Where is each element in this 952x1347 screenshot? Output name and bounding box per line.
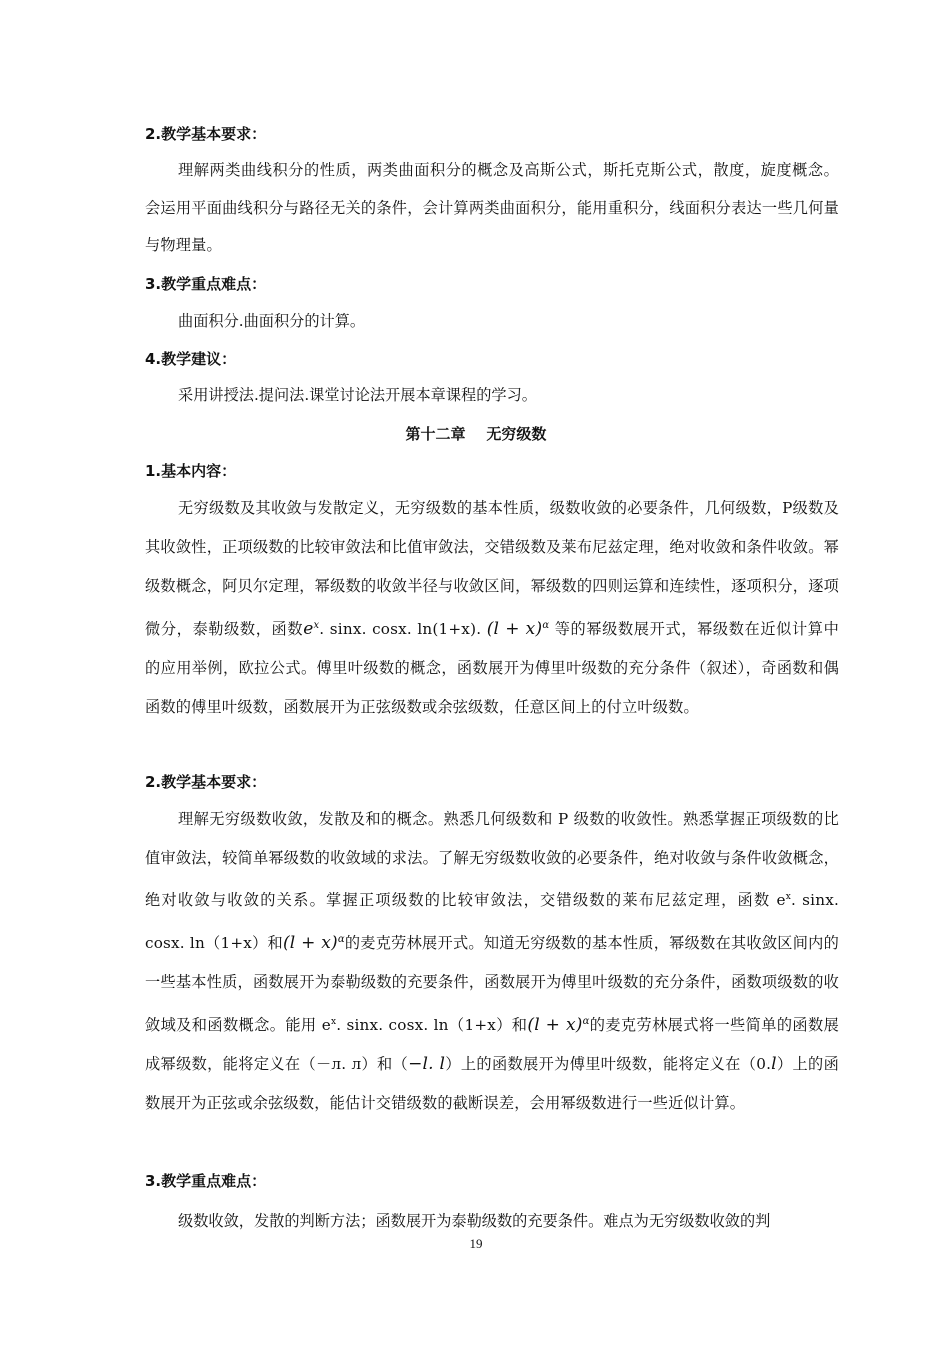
- paragraph-requirements-2: [145, 800, 839, 1123]
- req-alpha-2: α: [582, 1016, 590, 1028]
- req-text-6: ）上的函数展开为傅里叶级数，能将定义在（0.: [445, 1055, 772, 1074]
- paragraph-key-points-2: 级数收敛，发散的判断方法；函数展开为泰勒级数的充要条件。难点为无穷级数收敛的判: [178, 1212, 771, 1230]
- req-math-2: (l + x): [527, 1015, 583, 1036]
- req-text-7: ）上的函数展开为正弦或余弦级数，能估计交错级数的截断误差，会用幂级数进行一些近似计算。: [145, 1055, 839, 1113]
- req-sup-x-2: x: [330, 1017, 337, 1028]
- math-e: e: [303, 619, 314, 640]
- heading-teaching-requirements: 2.教学基本要求：: [145, 125, 267, 143]
- req-text-1: 理解无穷级数收敛，发散及和的概念。熟悉几何级数和 P 级数的收敛性。熟悉掌握正项级数的比值审敛法，较简单幂级数的收敛域的求法。了解无穷级数收敛的必要条件，绝对收敛与条件收敛概念，绝对收敛与收敛的关系。掌握正项级数的比较审敛法，交错级数的莱布尼兹定理，函数 e: [145, 810, 839, 910]
- heading-key-points: 3.教学重点难点：: [145, 275, 267, 293]
- content-text-2: 等的幂级数展开式，幂级数在近似计算中的应用举例，欧拉公式。傅里叶级数的概念，函数展开为傅里叶级数的充分条件（叙述），奇函数和偶函数的傅里叶级数，函数展开为正弦级数或余弦级数，任意区间上的付立叶级数。: [145, 620, 840, 717]
- req-text-2: . sinx. cosx. ln（1+x）和: [145, 891, 839, 953]
- content-text-1: 无穷级数及其收敛与发散定义，无穷级数的基本性质，级数收敛的必要条件，几何级数，P级数及其收敛性，正项级数的比较审敛法和比值审敛法，交错级数及莱布尼兹定理，绝对收敛和条件收敛。幂级数概念，阿贝尔定理，幂级数的收敛半径与收敛区间，幂级数的四则运算和连续性，逐项积分，逐项微分，泰勒级数，函数: [145, 499, 839, 639]
- req-text-5: 的麦克劳林展式将一些简单的函数展成幂级数，能将定义在（－л. л）和（: [145, 1016, 839, 1074]
- req-math-3: −l. l: [408, 1054, 446, 1075]
- req-text-3: 的麦克劳林展开式。知道无穷级数的基本性质，幂级数在其收敛区间内的一些基本性质，函数展开为泰勒级数的充要条件，函数展开为傅里叶级数的充分条件，函数项级数的收敛域及和函数概念。能用 e: [145, 934, 839, 1035]
- req-math-1: (l + x): [282, 933, 338, 954]
- heading-basic-content: 1.基本内容：: [145, 462, 237, 480]
- heading-teaching-suggestions: 4.教学建议：: [145, 350, 237, 368]
- heading-requirements-2: 2.教学基本要求：: [145, 773, 267, 791]
- heading-key-points-2: 3.教学重点难点：: [145, 1172, 267, 1190]
- page-number: 19: [469, 1236, 483, 1251]
- paragraph-suggestions: 采用讲授法.提问法.课堂讨论法开展本章课程的学习。: [178, 386, 537, 404]
- math-exponent-x: x: [313, 620, 320, 631]
- req-sup-x-1: x: [785, 892, 792, 902]
- paragraph-key-points: 曲面积分.曲面积分的计算。: [178, 312, 366, 330]
- req-text-4: . sinx. cosx. ln（1+x）和: [336, 1016, 528, 1035]
- math-binomial: (l + x): [486, 619, 543, 640]
- math-alpha: α: [542, 620, 550, 631]
- chapter-title: 第十二章 无穷级数: [405, 425, 547, 443]
- paragraph-requirements: 理解两类曲线积分的性质，两类曲面积分的概念及高斯公式，斯托克斯公式，散度，旋度概念。会运用平面曲线积分与路径无关的条件，会计算两类曲面积分，能用重积分，线面积分表达一些几何量与物理量。: [145, 161, 839, 254]
- req-alpha-1: α: [337, 934, 345, 946]
- content-text-mid: . sinx. cosx. ln(1+x).: [319, 620, 487, 639]
- paragraph-basic-content: [145, 489, 839, 727]
- req-math-4: l: [771, 1054, 777, 1075]
